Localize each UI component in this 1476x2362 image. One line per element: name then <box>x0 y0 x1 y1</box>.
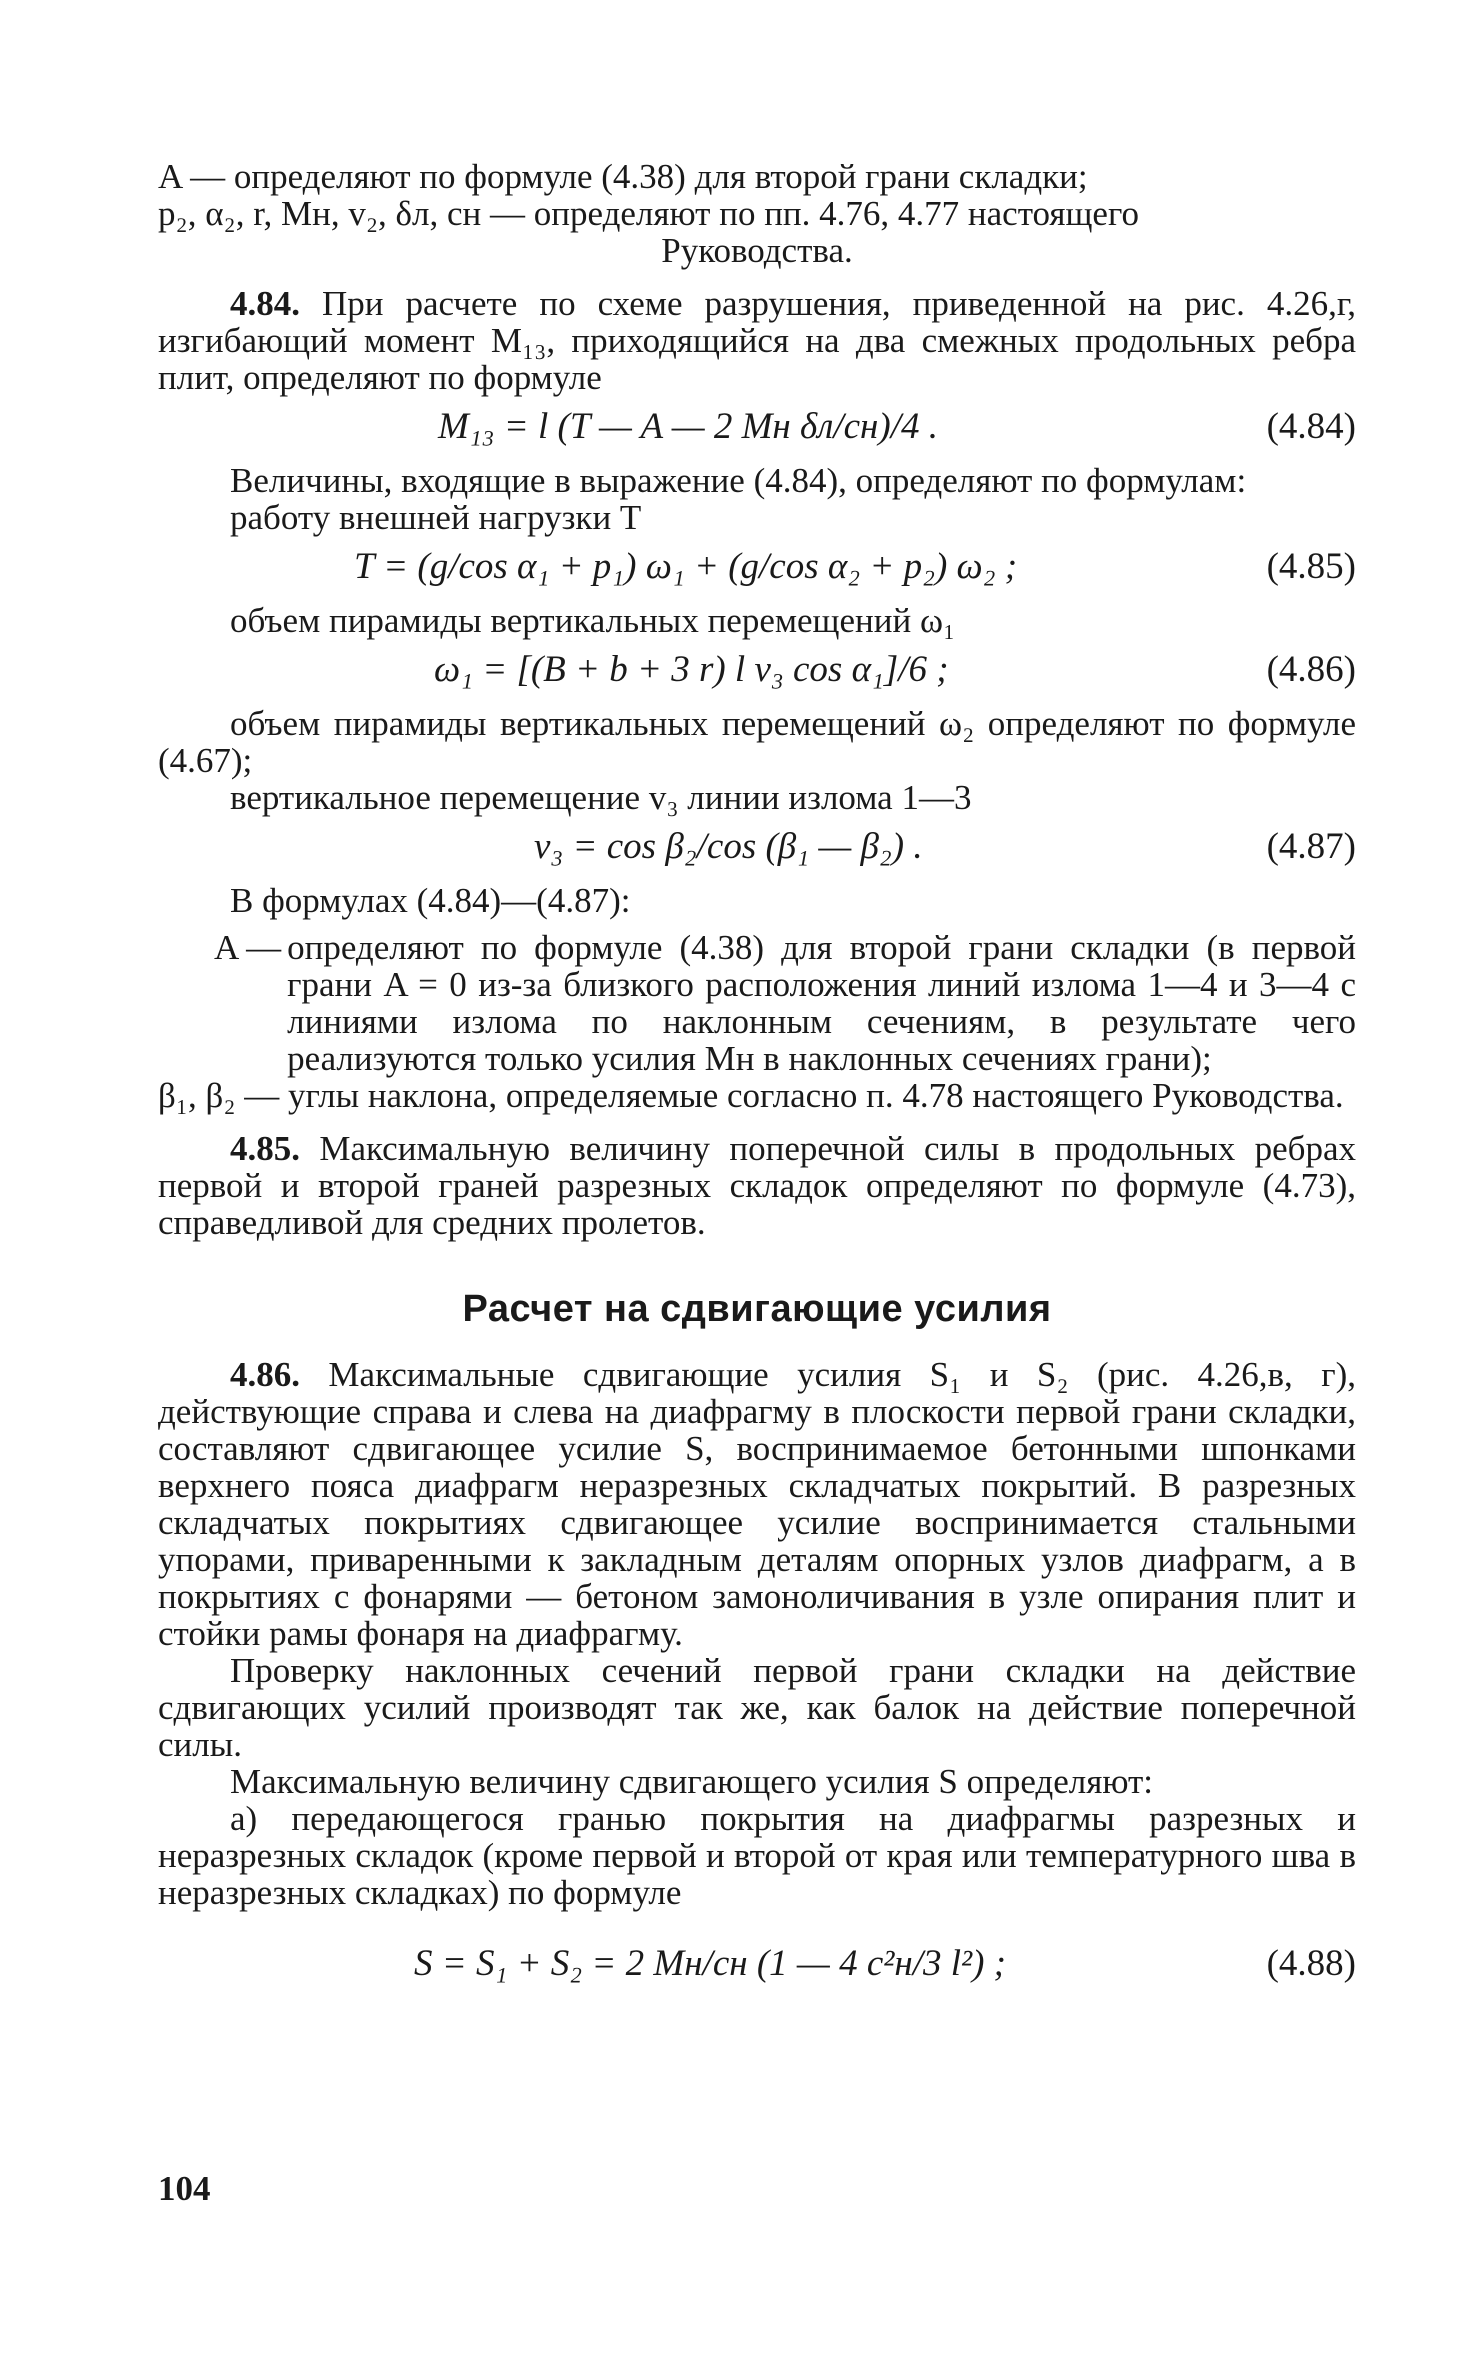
intro-line-1: A — определяют по формуле (4.38) для второй грани складки; <box>158 157 1088 196</box>
section-4-84-text: При расчете по схеме разрушения, приведенной на рис. 4.26,г, изгибающий момент M₁₃, приходящийся на два смежных продольных ребра плит, определяют по формуле <box>158 284 1356 397</box>
section-4-86-paragraph <box>158 1356 1356 1652</box>
section-4-86-paragraph-3: Максимальную величину сдвигающего усилия S определяют: <box>230 1762 1154 1801</box>
formula-4-84-expression: M₁₃ = l (T — A — 2 Mн δл/cн)/4 . <box>438 406 939 447</box>
formula-4-86-number: (4.86) <box>1266 649 1356 690</box>
definition-A-text: определяют по формуле (4.38) для второй грани складки (в первой грани A = 0 из-за близкого расположения линий излома 1—4 и 3—4 с линиями излома по наклонным сечениям, в результате чего реализуются только усилия Mн в наклонных сечениях грани); <box>287 928 1356 1078</box>
volume-2-label: объем пирамиды вертикальных перемещений ω₂ определяют по формуле (4.67); <box>158 704 1356 780</box>
formula-4-88-expression: S = S₁ + S₂ = 2 Mн/cн (1 — 4 c²н/3 l²) ; <box>414 1943 1006 1984</box>
section-4-86-paragraph-4: а) передающегося гранью покрытия на диафрагмы разрезных и неразрезных складок (кроме первой и второй от края или температурного шва в неразрезных складках) по формуле <box>158 1799 1356 1912</box>
intro-line-2: p₂, α₂, r, Mн, v₂, δл, cн — определяют по пп. 4.76, 4.77 настоящего <box>158 194 1139 233</box>
formula-4-86-expression: ω₁ = [(B + b + 3 r) l v₃ cos α₁]/6 ; <box>434 649 949 690</box>
section-4-85-paragraph <box>158 1130 1356 1241</box>
formula-4-85-expression: T = (g/cos α₁ + p₁) ω₁ + (g/cos α₂ + p₂) ω₂ ; <box>354 546 1018 587</box>
intro-line-3: Руководства. <box>661 231 853 270</box>
section-heading: Расчет на сдвигающие усилия <box>462 1288 1052 1330</box>
formula-4-88-number: (4.88) <box>1266 1943 1356 1984</box>
volume-1-label: объем пирамиды вертикальных перемещений ω₁ <box>230 601 956 640</box>
formula-4-85-number: (4.85) <box>1266 546 1356 587</box>
page-number: 104 <box>158 2169 211 2208</box>
section-4-85-number: 4.85. <box>230 1129 300 1168</box>
definition-A-symbol: A — <box>214 928 282 967</box>
section-4-84-number: 4.84. <box>230 284 300 323</box>
work-label: работу внешней нагрузки T <box>230 498 642 537</box>
formula-4-87 <box>158 828 1356 872</box>
section-4-85-text: Максимальную величину поперечной силы в продольных ребрах первой и второй граней разрезных складок определяют по формуле (4.73), справедливой для средних пролетов. <box>158 1129 1357 1242</box>
section-4-84-after: Величины, входящие в выражение (4.84), определяют по формулам: <box>230 461 1247 500</box>
formula-4-88 <box>158 1945 1356 1989</box>
section-4-86-paragraph-2: Проверку наклонных сечений первой грани складки на действие сдвигающих усилий производят так же, как балок на действие поперечной силы. <box>158 1651 1356 1764</box>
formula-4-86 <box>158 651 1356 695</box>
definition-A <box>158 929 1356 1077</box>
definition-beta: β₁, β₂ — углы наклона, определяемые согласно п. 4.78 настоящего Руководства. <box>158 1076 1344 1115</box>
formula-4-87-expression: v₃ = cos β₂/cos (β₁ — β₂) . <box>534 826 923 867</box>
formula-4-85 <box>158 548 1356 592</box>
in-formulas-label: В формулах (4.84)—(4.87): <box>230 881 631 920</box>
section-4-86-text: Максимальные сдвигающие усилия S₁ и S₂ (рис. 4.26,в, г), действующие справа и слева на диафрагму в плоскости первой грани складки, составляют сдвигающее усилие S, воспринимаемое бетонными шпонками верхнего пояса диафрагм неразрезных складчатых покрытий. В разрезных складчатых покрытиях сдвигающее усилие воспринимается стальными упорами, приваренными к закладным деталям опорных узлов диафрагм, а в покрытиях с фонарями — бетоном замоноличивания в узле опирания плит и стойки рамы фонаря на диафрагму. <box>158 1355 1356 1653</box>
section-4-86-number: 4.86. <box>230 1355 300 1394</box>
section-4-84-paragraph <box>158 285 1356 396</box>
formula-4-84 <box>158 408 1356 452</box>
vertical-displacement-label: вертикальное перемещение v₃ линии излома 1—3 <box>230 778 972 817</box>
formula-4-87-number: (4.87) <box>1266 826 1356 867</box>
formula-4-84-number: (4.84) <box>1266 406 1356 447</box>
